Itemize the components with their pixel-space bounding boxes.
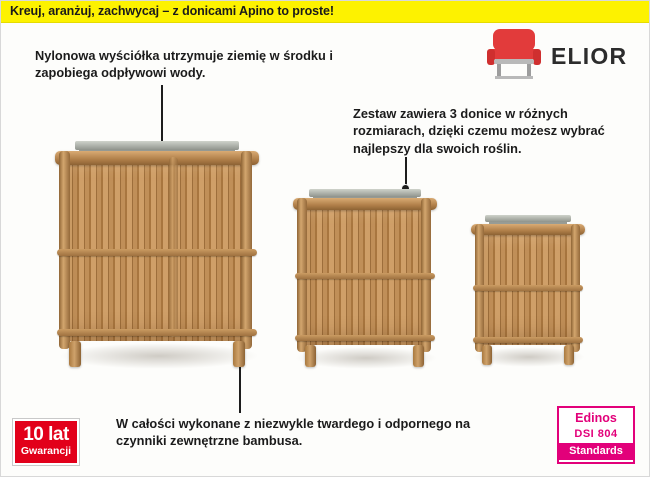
planter-large-leg-right — [233, 341, 245, 367]
top-banner — [1, 1, 650, 23]
warranty-subtitle: Gwarancji — [20, 445, 72, 457]
planter-small-band-low — [473, 337, 583, 343]
callout-material-text: W całości wykonane z niezwykle twardego i odpornego na czynniki zewnętrzne bambusa. — [116, 416, 471, 449]
certificate-standards: Standards — [559, 443, 633, 460]
planter-medium-rim — [293, 198, 437, 210]
planter-small-liner-lip — [485, 215, 571, 222]
planter-large-liner-lip — [75, 141, 239, 150]
planter-medium-band-mid — [295, 273, 435, 279]
planter-medium-leg-left — [305, 345, 316, 367]
brand-logo — [467, 27, 633, 81]
certificate-code: DSI 804 — [574, 427, 618, 440]
planter-small-leg-left — [482, 345, 492, 365]
planter-large-band-low — [57, 329, 257, 336]
certificate-name: Edinos — [575, 411, 617, 425]
callout-liner-text: Nylonowa wyściółka utrzymuje ziemię w środku i zapobiega odpływowi wody. — [35, 48, 333, 81]
planter-small-rim — [471, 224, 585, 235]
planter-medium — [291, 181, 439, 371]
planter-small-leg-right — [564, 345, 574, 365]
planter-large-rim — [55, 151, 259, 165]
certificate-badge — [557, 406, 635, 464]
planter-large-leg-left — [69, 341, 81, 367]
planter-small-band-mid — [473, 285, 583, 291]
planter-large-shadow — [59, 343, 259, 369]
planter-large-band-mid — [57, 249, 257, 256]
planter-large — [53, 129, 261, 369]
planter-medium-liner-lip — [309, 189, 421, 197]
brand-name: ELIOR — [551, 43, 628, 69]
armchair-icon — [485, 27, 543, 81]
warranty-number: 10 lat — [23, 424, 69, 445]
callout-set-text: Zestaw zawiera 3 donice w różnych rozmiarach, dzięki czemu możesz wybrać najlepszy dla swoich roślin. — [353, 106, 605, 156]
planter-small — [469, 209, 587, 369]
planter-large-post-mid — [169, 157, 178, 337]
warranty-badge — [13, 419, 79, 465]
planter-medium-leg-right — [413, 345, 424, 367]
planter-medium-band-low — [295, 335, 435, 341]
banner-text: Kreuj, aranżuj, zachwycaj – z donicami Apino to proste! — [10, 4, 334, 18]
